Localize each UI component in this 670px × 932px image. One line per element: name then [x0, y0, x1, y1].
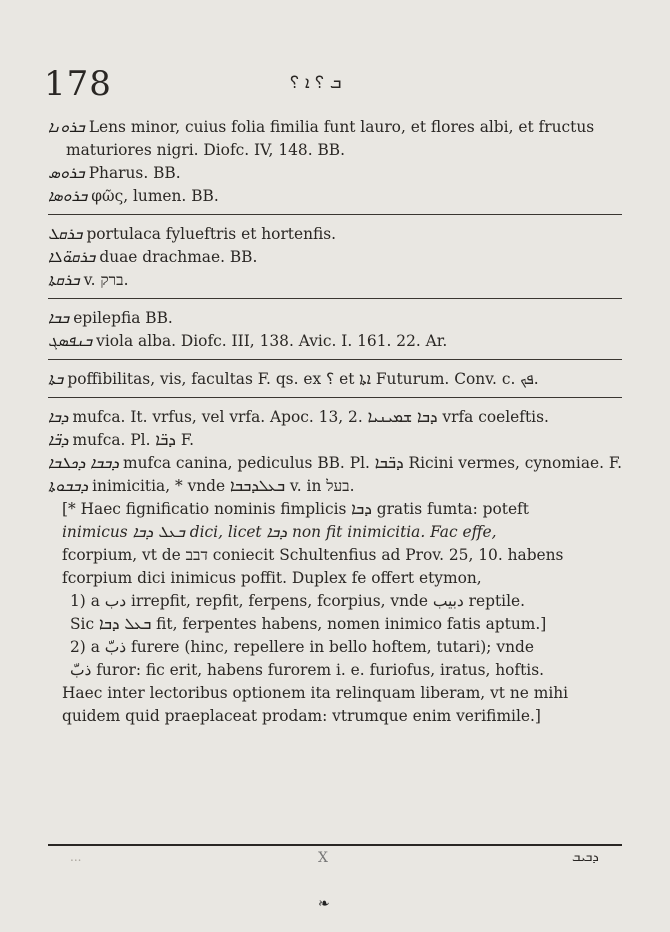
entry-6 — [48, 269, 628, 292]
syriac-headword: ܕܒ̈ܐ — [48, 431, 69, 449]
etymon-line: 1) a دب irrepfit, repfit, ferpens, fcorpius, vnde دبيب reptile. — [70, 592, 526, 610]
note-line: fcorpium, vt de דבב coniecit Schultenfius ad Prov. 25, 10. habens — [62, 546, 564, 564]
syriac-headword: ܒܪܩܬܐ — [48, 271, 80, 289]
note-line: fcorpium dici inimicus poffit. Duplex fe offert etymon, — [62, 569, 482, 587]
syriac-headword: ܒܪܘܣܐ — [48, 187, 88, 205]
entry-text: v. ברק. — [83, 271, 129, 289]
closing-remark: Haec inter lectoribus optionem ita relinquam liberam, vt ne mihi quidem quid praeplaceat prodam: vtrumque enim verifimile.] — [62, 684, 569, 725]
entry-text: inimicitia, * vnde ܒܥܠܕܒܒܐ v. in בעל. — [92, 477, 355, 495]
entry-11 — [48, 429, 628, 452]
entry-text: portulaca fylueftris et hortenfis. — [86, 225, 337, 243]
entry-10 — [48, 406, 628, 429]
catchword: ܕܒܝܒ — [572, 850, 599, 865]
entry-text: duae drachmae. BB. — [99, 248, 258, 266]
entry-text: viola alba. Diofc. III, 138. Avic. I. 161. 22. Ar. — [96, 332, 448, 350]
section-divider — [48, 359, 622, 360]
entry-text: Lens minor, cuius folia fimilia funt lauro, et flores albi, et fructus maturiores nigri. Diofc. IV, 148. BB. — [66, 118, 595, 159]
entry-text: poffibilitas, vis, facultas F. qs. ex ؟ et ܐܬܐ Futurum. Conv. c. ܦܟ. — [67, 370, 539, 388]
section-divider — [48, 298, 622, 299]
syriac-headword: ܕܒܐ — [48, 408, 69, 426]
etymon-line: ذبّ furor: fic erit, habens furorem i. e. furiofus, iratus, hoftis. — [70, 661, 545, 679]
etymon-line: Sic ܒܥܠ ܕܒܐ fit, ferpentes habens, nomen inimico fatis aptum.] — [70, 615, 547, 633]
note-line: inimicus ܒܥܠ ܕܒܐ dici, licet ܕܒܐ non fit inimicitia. Fac effe, — [62, 523, 497, 541]
entry-9 — [48, 368, 628, 391]
syriac-headword: ܒܪܩܘ̈ܠܐ — [48, 248, 96, 266]
entry-12 — [48, 452, 628, 475]
syriac-headword: ܒܒܐ — [48, 309, 70, 327]
syriac-headword: ܕܒܒܐ ܕܟܠܒܐ — [48, 454, 120, 472]
etymon-list — [48, 590, 628, 682]
entry-text: mufca. Pl. ܕܒ̈ܐ F. — [72, 431, 194, 449]
etymon-line: 2) a ذبّ furere (hinc, repellere in bello hoftem, tutari); vnde — [70, 638, 534, 656]
entry-text: φῶς, lumen. BB. — [91, 187, 219, 205]
entry-7 — [48, 307, 628, 330]
syriac-headword: ܕܒܒܘܬܐ — [48, 477, 89, 495]
syriac-headword: ܒܪܩܠ — [48, 225, 83, 243]
syriac-headword: ܒܢܦܣܓ — [48, 332, 93, 350]
editorial-note — [48, 498, 628, 590]
entry-4 — [48, 223, 628, 246]
entry-8 — [48, 330, 628, 353]
entry-1 — [48, 116, 628, 162]
signature-mark: X — [318, 850, 328, 866]
entry-3 — [48, 185, 628, 208]
bottom-rule — [48, 844, 622, 846]
entry-2 — [48, 162, 628, 185]
syriac-headword: ܒܬܐ — [48, 370, 64, 388]
entry-text: mufca. It. vrfus, vel vrfa. Apoc. 13, 2. ܕܒܐ ܫܡܝܢܝܐ vrfa coeleftis. — [72, 408, 549, 426]
footer-mark: ... — [70, 850, 82, 864]
section-divider — [48, 397, 622, 398]
note-line: [* Haec fignificatio nominis fimplicis ܕܒܐ gratis fumta: poteft — [62, 500, 529, 518]
entry-text: mufca canina, pediculus BB. Pl. ܕܒ̈ܒܐ Ricini vermes, cynomiae. F. — [123, 454, 623, 472]
entry-13 — [48, 475, 628, 498]
section-divider — [48, 214, 622, 215]
syriac-headword: ܒܪܘܣ — [48, 164, 85, 182]
syriac-headword: ܒܪܘܢܐ — [48, 118, 85, 136]
entry-text: epilepfia BB. — [73, 309, 173, 327]
entry-5 — [48, 246, 628, 269]
ornament-icon: ❧ — [318, 896, 330, 912]
entry-text: Pharus. BB. — [88, 164, 181, 182]
running-head: ܒ ؟ ܐ ؟ — [290, 73, 342, 93]
page-number: 178 — [44, 64, 112, 104]
lexicon-content — [48, 116, 628, 728]
